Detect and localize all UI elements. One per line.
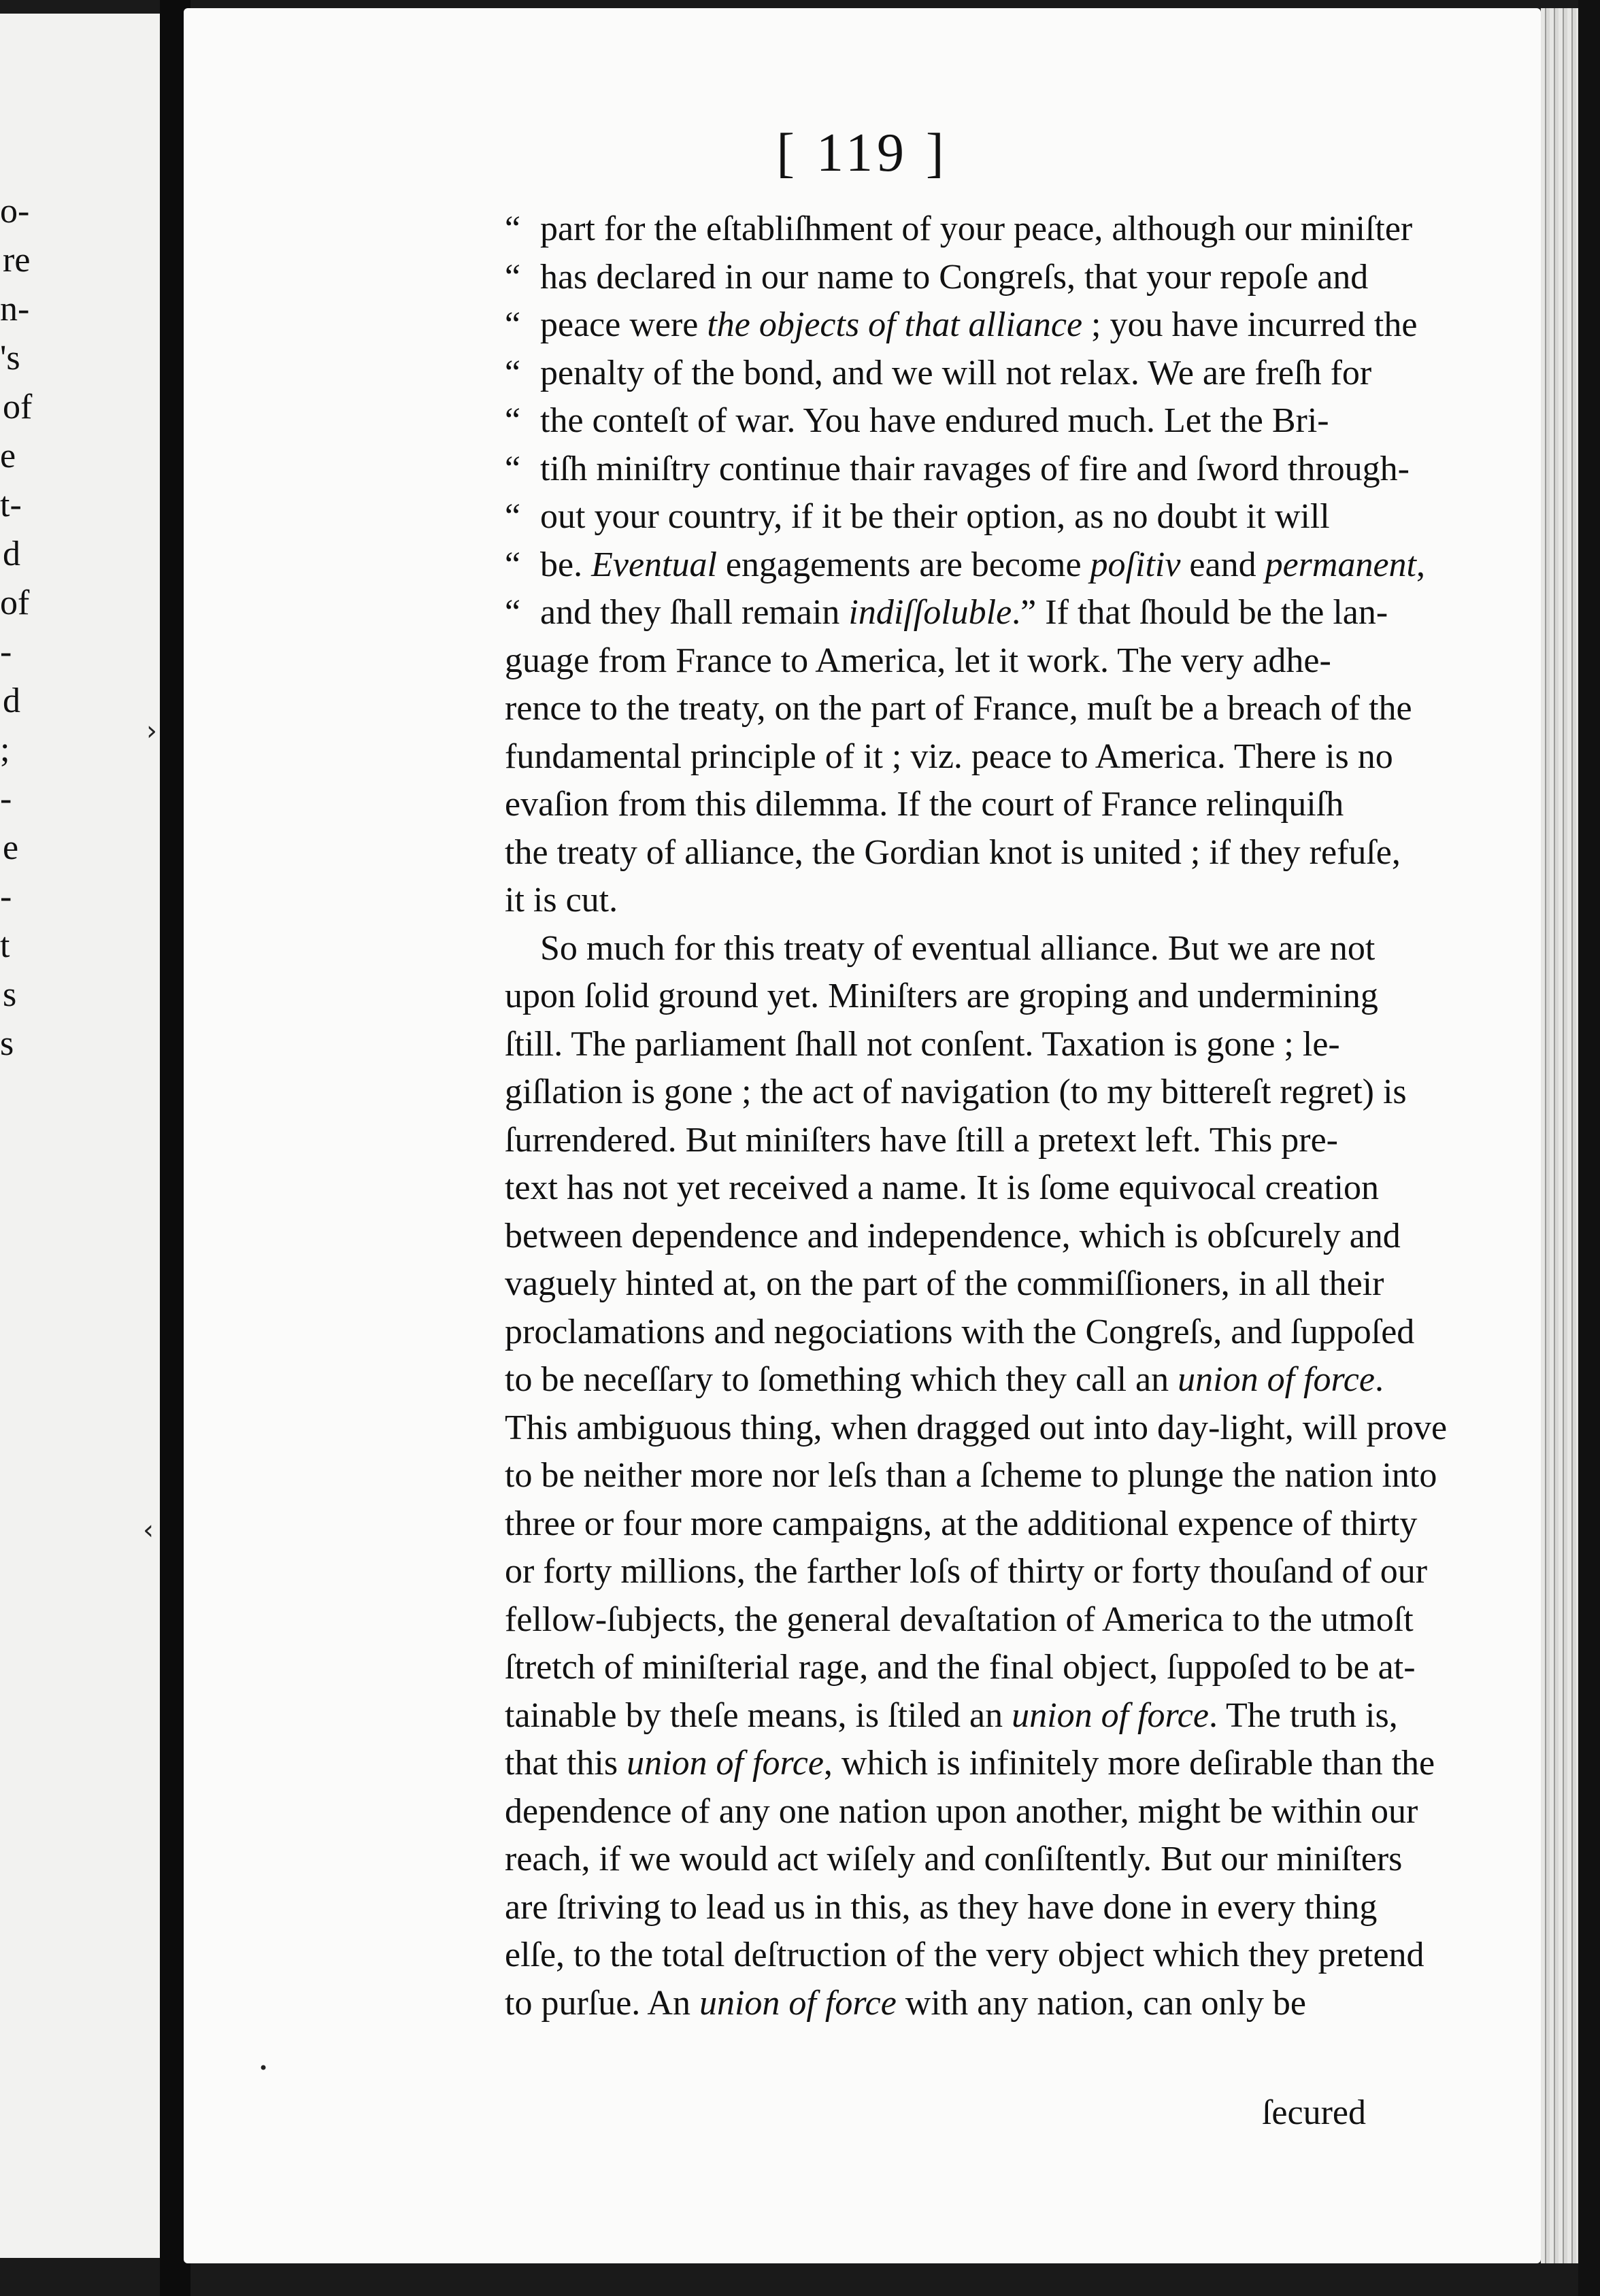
scan-edge [1578,0,1600,2296]
text-line [505,1500,1556,1549]
line-text: part for the eſtabliſhment of your peace, although our miniſter [540,209,1413,248]
text-line [505,685,1556,733]
text-line [505,877,1556,925]
text-line [505,1788,1556,1836]
line-text: tiſh miniſtry continue thair ravages of fire and ſword through- [540,449,1410,488]
line-text: ſtretch of miniſterial rage, and the final object, ſuppoſed to be at- [505,1648,1416,1687]
running-quote-mark: “ [505,593,521,632]
line-text: the treaty of alliance, the Gordian knot is united ; if they refuſe, [505,832,1401,872]
facing-page-text-fragment: - [0,877,12,916]
text-line [505,1309,1556,1357]
line-text: that this union of force, which is infinitely more deſirable than the [505,1744,1435,1783]
text-line [505,1356,1556,1404]
text-line [505,541,1556,590]
line-text: has declared in our name to Congreſs, that your repoſe and [540,257,1369,297]
text-line [505,1548,1556,1596]
running-quote-mark: “ [505,401,521,440]
running-quote-mark: “ [505,497,521,536]
line-text: This ambiguous thing, when dragged out into day-light, will prove [505,1408,1448,1447]
text-line [505,1931,1556,1980]
facing-page-text-fragment: of [0,584,30,622]
line-text: tainable by theſe means, is ſtiled an union of force. The truth is, [505,1695,1398,1735]
line-text: be. Eventual engagements are become poſitiv eand permanent, [540,545,1425,584]
text-line [505,1404,1556,1453]
text-line [505,1692,1556,1740]
facing-page-text-fragment: s [0,1024,14,1063]
line-text: and they ſhall remain indiſſoluble.” If that ſhould be the lan- [540,593,1388,632]
book-page [143,8,1541,2263]
line-text: to be neither more nor leſs than a ſcheme to plunge the nation into [505,1456,1437,1495]
facing-page-text-fragment: t [0,926,10,965]
line-text: penalty of the bond, and we will not relax. We are freſh for [540,353,1372,392]
running-quote-mark: “ [505,257,521,297]
facing-page-text-fragment: d [3,681,20,720]
text-line [505,1836,1556,1884]
line-text: upon ſolid ground yet. Miniſters are groping and undermining [505,977,1378,1015]
line-text: fellow-ſubjects, the general devaſtation of America to the utmoſt [505,1600,1414,1639]
text-line [505,1596,1556,1644]
line-text: giſlation is gone ; the act of navigation (to my bittereſt regret) is [505,1073,1407,1111]
text-line [505,397,1556,445]
running-quote-mark: “ [505,305,521,344]
line-text: or forty millions, the farther loſs of thirty or forty thouſand of our [505,1552,1428,1591]
facing-page-text-fragment: re [3,241,31,280]
line-text: ſtill. The parliament ſhall not conſent. Taxation is gone ; le- [505,1024,1340,1064]
page-number: [ 119 ] [776,123,948,183]
text-line [505,1117,1556,1165]
page-edges [1541,8,1578,2263]
line-text: three or four more campaigns, at the additional expence of thirty [505,1504,1418,1543]
facing-page-text-fragment: - [0,779,12,818]
line-text: fundamental principle of it ; viz. peace to America. There is no [505,737,1393,776]
text-line [505,1644,1556,1692]
line-text: rence to the treaty, on the part of France, muſt be a breach of the [505,689,1412,728]
text-line [505,1164,1556,1213]
text-line [505,350,1556,398]
catchword: ſecured [1261,2093,1366,2132]
line-text: reach, if we would act wiſely and conſiſtently. But our miniſters [505,1840,1403,1878]
facing-page-fragment [0,14,160,2258]
line-text: to purſue. An union of force with any nation, can only be [505,1983,1306,2023]
line-text: to be neceſſary to ſomething which they call an union of force. [505,1360,1384,1399]
margin-mark: › [146,715,157,747]
text-line [505,1740,1556,1788]
margin-dot: • [259,2059,269,2078]
running-quote-mark: “ [505,353,521,392]
line-text: ſurrendered. But miniſters have ſtill a pretext left. This pre- [505,1120,1338,1160]
text-line [505,1452,1556,1500]
facing-page-text-fragment: e [0,437,16,475]
text-line [505,781,1556,829]
facing-page-text-fragment: 's [0,339,20,377]
line-text: between dependence and independence, which is obſcurely and [505,1216,1401,1255]
facing-page-text-fragment: d [3,535,20,573]
text-line [505,301,1556,350]
text-line [505,1884,1556,1932]
text-line [505,829,1556,877]
line-text: vaguely hinted at, on the part of the commiſſioners, in all their [505,1264,1384,1303]
facing-page-text-fragment: s [3,975,17,1014]
running-quote-mark: “ [505,449,521,488]
facing-page-text-fragment: of [3,388,33,426]
facing-page-text-fragment: o- [0,192,30,231]
line-text: peace were the objects of that alliance ; you have incurred the [540,305,1418,344]
facing-page-text-fragment: n- [0,290,30,328]
text-line [505,1260,1556,1309]
line-text: evaſion from this dilemma. If the court of France relinquiſh [505,785,1344,824]
line-text: out your country, if it be their option, as no doubt it will [540,497,1330,536]
line-text: it is cut. [505,881,618,919]
text-line [505,589,1556,637]
line-text: elſe, to the total deſtruction of the very object which they pretend [505,1936,1424,1974]
body-text [505,205,1556,2027]
running-quote-mark: “ [505,209,521,248]
line-text: the conteſt of war. You have endured much. Let the Bri- [540,401,1329,440]
facing-page-text-fragment: ; [0,730,10,769]
text-line [505,1068,1556,1117]
margin-mark: ‹ [143,1515,154,1546]
line-text: So much for this treaty of eventual alliance. But we are not [505,928,1376,968]
text-line [505,1213,1556,1261]
text-line [505,493,1556,541]
line-text: guage from France to America, let it work. The very adhe- [505,641,1331,680]
text-line [505,637,1556,686]
running-quote-mark: “ [505,545,521,584]
text-line [505,925,1556,973]
line-text: proclamations and negociations with the Congreſs, and ſuppoſed [505,1312,1415,1351]
text-line [505,973,1556,1021]
line-text: text has not yet received a name. It is ſome equivocal creation [505,1168,1380,1207]
facing-page-text-fragment: e [3,828,19,867]
text-line [505,1980,1556,2028]
text-line [505,445,1556,494]
text-line [505,1021,1556,1069]
text-line [505,733,1556,781]
facing-page-text-fragment: t- [0,486,22,524]
facing-page-text-fragment: - [0,632,12,671]
line-text: dependence of any one nation upon another, might be within our [505,1791,1418,1831]
text-line [505,205,1556,254]
text-line [505,254,1556,302]
line-text: are ſtriving to lead us in this, as they have done in every thing [505,1887,1378,1927]
